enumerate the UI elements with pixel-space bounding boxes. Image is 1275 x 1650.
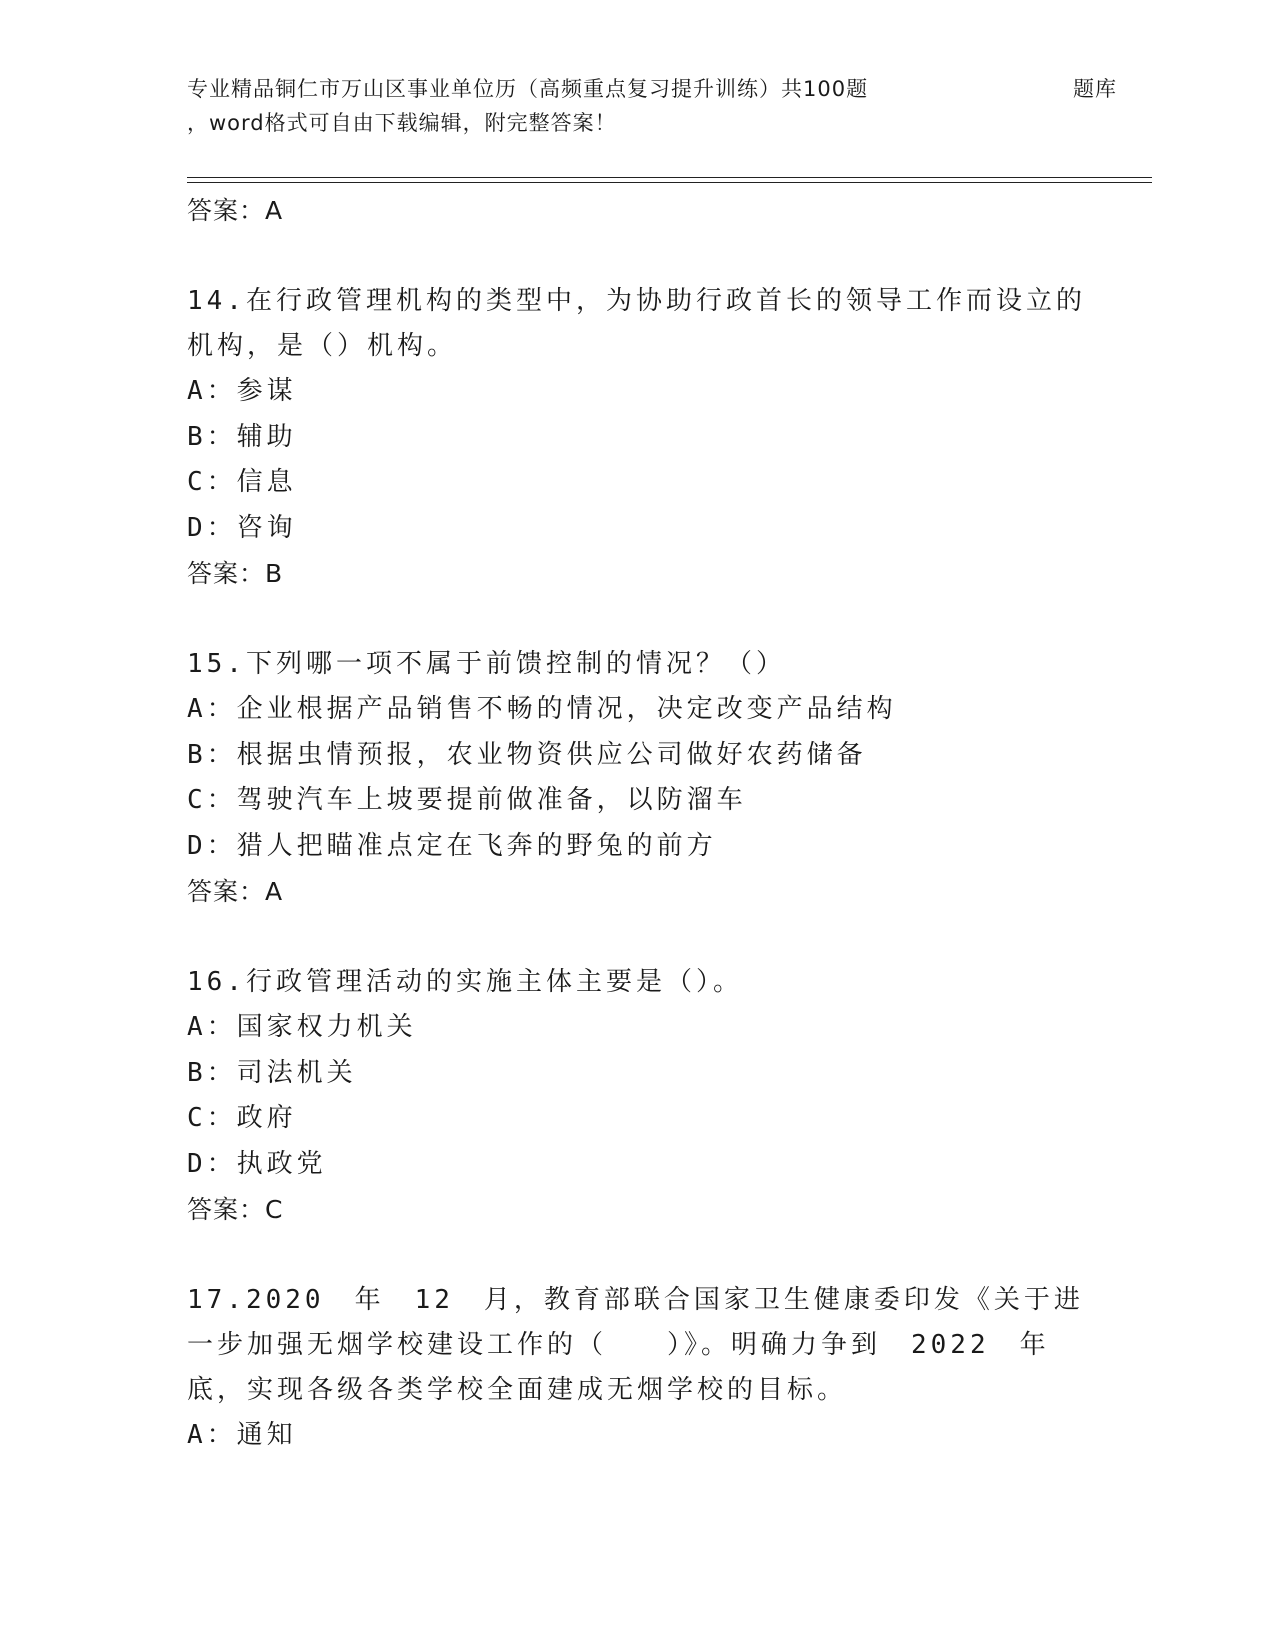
question-text: 14.在行政管理机构的类型中，为协助行政首长的领导工作而设立的机构，是（）机构。 [187, 286, 1086, 361]
option-a: A：通知 [187, 1420, 297, 1450]
option-b: B：司法机关 [187, 1057, 357, 1088]
page-header [187, 72, 1157, 140]
question-text: 16.行政管理活动的实施主体主要是（）。 [187, 967, 743, 997]
option-b: B：根据虫情预报，农业物资供应公司做好农药储备 [187, 739, 867, 770]
header-divider [187, 177, 1152, 183]
option-b: B：辅助 [187, 421, 297, 452]
option-d: D：猎人把瞄准点定在飞奔的野兔的前方 [187, 830, 717, 861]
header-subtitle: ，word格式可自由下载编辑，附完整答案！ [187, 111, 617, 135]
answer-text: 答案：B [187, 559, 284, 588]
question-15 [187, 642, 1087, 914]
option-c: C：政府 [187, 1103, 297, 1133]
option-c: C：驾驶汽车上坡要提前做准备，以防溜车 [187, 785, 747, 815]
option-a: A：企业根据产品销售不畅的情况，决定改变产品结构 [187, 694, 897, 724]
option-a: A：国家权力机关 [187, 1012, 417, 1042]
answer-text: 答案：C [187, 1195, 284, 1224]
question-text: 17.2020 年 12 月，教育部联合国家卫生健康委印发《关于进一步加强无烟学校建设工作的（ ）》。明确力争到 2022 年底，实现各级各类学校全面建成无烟学校的目标。 [187, 1285, 1084, 1405]
answer-text: 答案：A [187, 877, 284, 906]
option-d: D：执政党 [187, 1148, 327, 1179]
question-16 [187, 960, 1087, 1232]
header-tag: 题库 [1073, 77, 1117, 101]
header-title: 专业精品铜仁市万山区事业单位历（高频重点复习提升训练）共100题 [187, 77, 869, 101]
answer-text: 答案：A [187, 196, 284, 225]
question-17 [187, 1278, 1087, 1459]
option-d: D：咨询 [187, 512, 297, 543]
question-text: 15.下列哪一项不属于前馈控制的情况？（） [187, 649, 786, 679]
question-list [187, 188, 1087, 1459]
option-a: A：参谋 [187, 376, 297, 406]
option-c: C：信息 [187, 467, 297, 497]
header-line-1 [187, 72, 1157, 106]
question-14 [187, 279, 1087, 596]
